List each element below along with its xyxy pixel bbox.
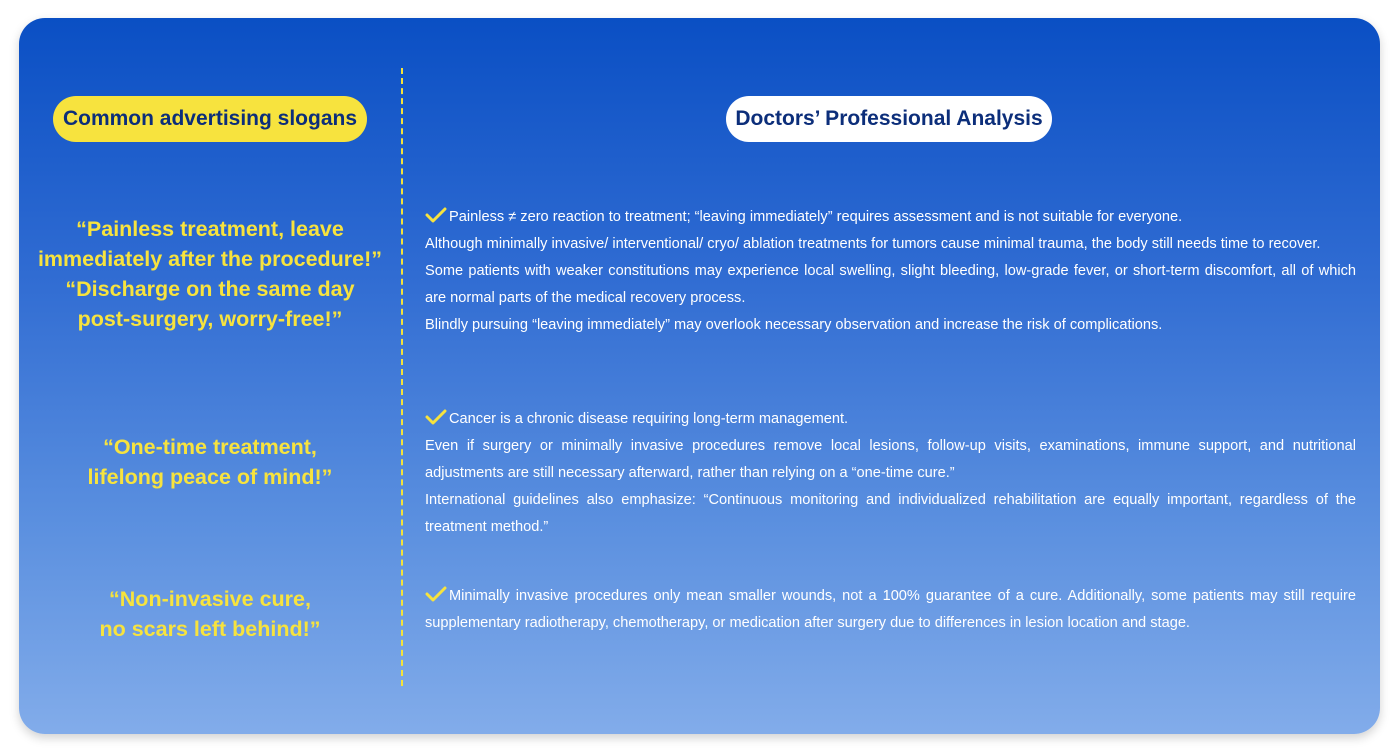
slogan-3: [29, 584, 391, 644]
slogan-line: immediately after the procedure!”: [37, 247, 383, 271]
slogan-line: “One-time treatment,: [103, 435, 317, 459]
dashed-divider: [401, 68, 403, 686]
analysis-text: Painless ≠ zero reaction to treatment; “leaving immediately” requires assessment and is not suitable for everyone.: [449, 209, 1183, 225]
analysis-paragraph: Although minimally invasive/ interventional/ cryo/ ablation treatments for tumors cause minimal trauma, the body still needs time to recover.: [425, 236, 1321, 252]
right-header-pill: Doctors’ Professional Analysis: [726, 96, 1052, 142]
analysis-3: [425, 583, 1356, 637]
checkmark-icon: [425, 409, 447, 425]
analysis-paragraph: Even if surgery or minimally invasive procedures remove local lesions, follow-up visits, examinations, immune support, and nutritional adjustments are still necessary afterward, rather than relying on a “one-time cure.”: [425, 438, 1356, 481]
slogan-line: post-surgery, worry-free!”: [77, 307, 343, 331]
slogan-line: no scars left behind!”: [99, 617, 321, 641]
slogan-1: [29, 214, 391, 334]
slogan-2: [29, 432, 391, 492]
analysis-2: [425, 406, 1356, 541]
analysis-paragraph: [425, 583, 1356, 637]
slogan-line: lifelong peace of mind!”: [87, 465, 333, 489]
left-header-pill: Common advertising slogans: [53, 96, 367, 142]
analysis-1: [425, 204, 1356, 339]
analysis-paragraph: [425, 204, 1356, 231]
analysis-paragraph: Blindly pursuing “leaving immediately” may overlook necessary observation and increase the risk of complications.: [425, 317, 1163, 333]
analysis-text: Cancer is a chronic disease requiring long-term management.: [449, 411, 849, 427]
comparison-card: [19, 18, 1380, 734]
analysis-text: Minimally invasive procedures only mean smaller wounds, not a 100% guarantee of a cure. Additionally, some patients may still require supplementary radiotherapy, chemotherapy, or medication after surgery due to differences in lesion location and stage.: [425, 588, 1356, 631]
slogan-line: “Non-invasive cure,: [109, 587, 311, 611]
checkmark-icon: [425, 586, 447, 602]
analysis-paragraph: Some patients with weaker constitutions may experience local swelling, slight bleeding, low-grade fever, or short-term discomfort, all of which are normal parts of the medical recovery process.: [425, 263, 1356, 306]
analysis-paragraph: International guidelines also emphasize: “Continuous monitoring and individualized rehabilitation are equally important, regardless of the treatment method.”: [425, 492, 1356, 535]
slogan-line: “Discharge on the same day: [65, 277, 355, 301]
analysis-paragraph: [425, 406, 1356, 433]
slogan-line: “Painless treatment, leave: [76, 217, 344, 241]
checkmark-icon: [425, 207, 447, 223]
